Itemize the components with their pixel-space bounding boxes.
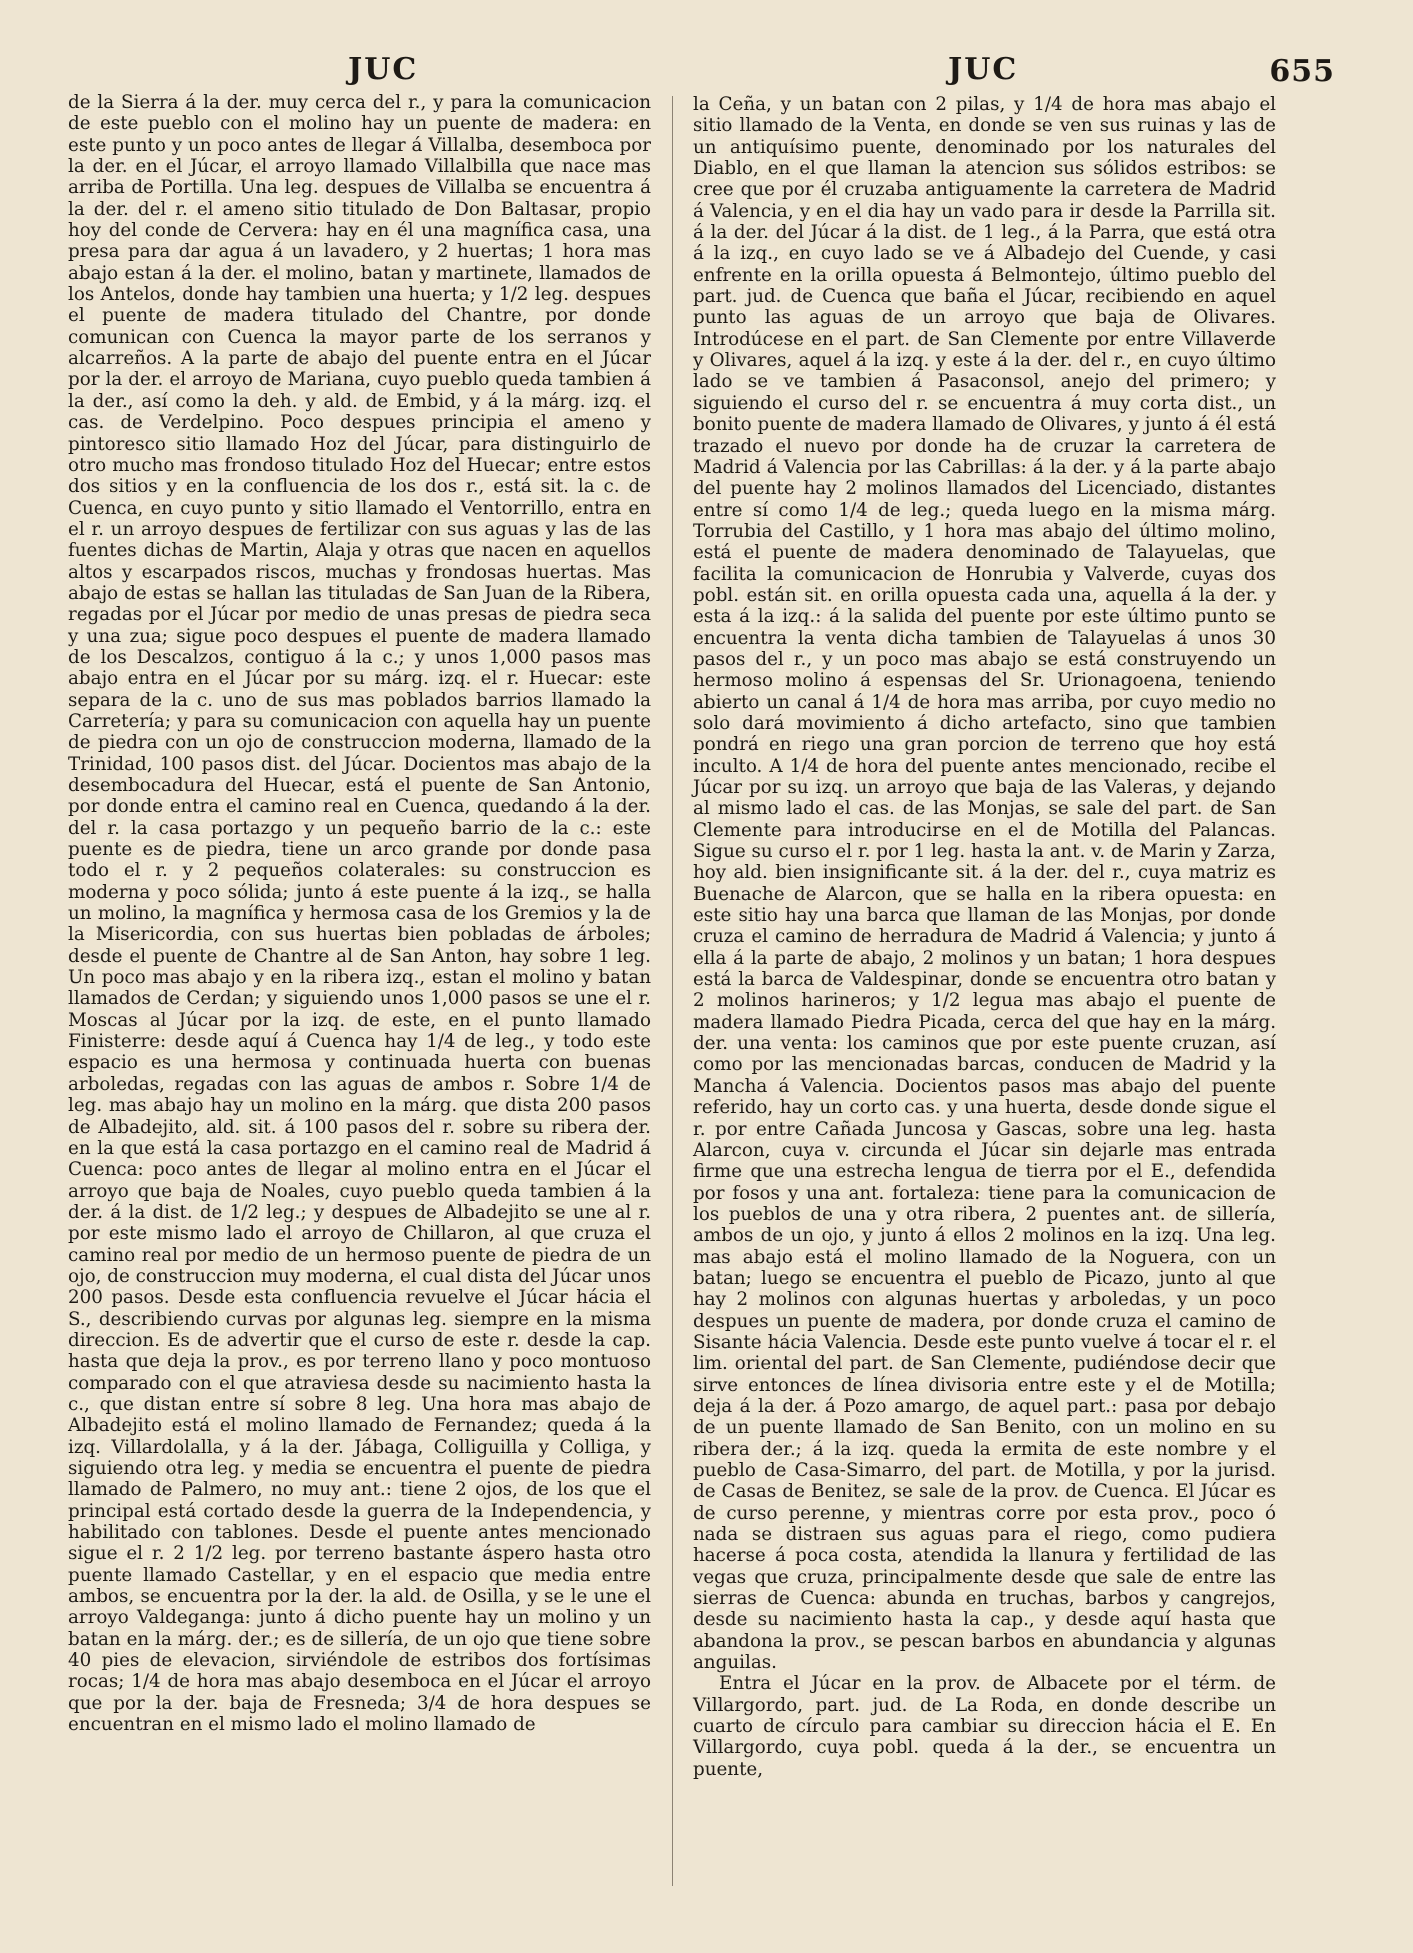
- page-number: 655: [1269, 54, 1335, 89]
- right-paragraph-1: la Ceña, y un batan con 2 pilas, y 1/4 de hora mas abajo el sitio llamado de la Venta, en donde se ven sus ruinas y las de un antiquísimo puente, denominado por los naturales del Diablo, en el que llaman la atencion sus sólidos estribos: se cree que por él cruzaba antiguamente la carretera de Madrid á Valencia, y en el dia hay un vado para ir desde la Parrilla sit. á la der. del Júcar á la dist. de 1 leg., á la Parra, que está otra á la izq., en cuyo lado se ve á Albadejo del Cuende, y casi enfrente en la orilla opuesta á Belmontejo, último pueblo del part. jud. de Cuenca que baña el Júcar, recibiendo en aquel punto las aguas de un arroyo que baja de Olivares. Introdúcese en el part. de San Clemente por entre Villaverde y Olivares, aquel á la izq. y este á la der. del r., en cuyo último lado se ve tambien á Pasaconsol, anejo del primero; y siguiendo el curso del r. se encuentra á muy corta dist., un bonito puente de madera llamado de Olivares, y junto á él está trazado el nuevo por donde ha de cruzar la carretera de Madrid á Valencia por las Cabrillas: á la der. y á la parte abajo del puente hay 2 molinos llamados del Licenciado, distantes entre sí como 1/4 de leg.; queda luego en la misma márg. Torrubia del Castillo, y 1 hora mas abajo del último molino, está el puente de madera denominado de Talayuelas, que facilita la comunicacion de Honrubia y Valverde, cuyas dos pobl. están sit. en orilla opuesta cada una, aquella á la der. y esta á la izq.: á la salida del puente por este último punto se encuentra la venta dicha tambien de Talayuelas á unos 30 pasos del r., y un poco mas abajo se está construyendo un hermoso molino á espensas del Sr. Urionagoena, teniendo abierto un canal á 1/4 de hora mas arriba, por cuyo medio no solo dará movimiento á dicho artefacto, sino que tambien pondrá en riego una gran porcion de terreno que hoy está inculto. A 1/4 de hora del puente antes mencionado, recibe el Júcar por su izq. un arroyo que baja de las Valeras, y dejando al mismo lado el cas. de las Monjas, se sale del part. de San Clemente para introducirse en el de Motilla del Palancas. Sigue su curso el r. por 1 leg. hasta la ant. v. de Marin y Zarza, hoy ald. bien insignificante sit. á la der. del r., cuya matriz es Buenache de Alarcon, que se halla en la ribera opuesta: en este sitio hay una barca que llaman de las Monjas, por donde cruza el camino de herradura de Madrid á Valencia; y junto á ella á la parte de abajo, 2 molinos y un batan; 1 hora despues está la barca de Valdespinar, donde se encuentra otro batan y 2 molinos harineros; y 1/2 legua mas abajo el puente de madera llamado Piedra Picada, cerca del que hay en la márg. der. una venta: los caminos que por este puente cruzan, así como por las mencionadas barcas, conducen de Madrid y la Mancha á Valencia. Docientos pasos mas abajo del puente referido, hay un corto cas. y una huerta, desde donde sigue el r. por entre Cañada Juncosa y Gascas, sobre una leg. hasta Alarcon, cuya v. circunda el Júcar sin dejarle mas entrada firme que una estrecha lengua de tierra por el E., defendida por fosos y una ant. fortaleza: tiene para la comunicacion de los pueblos de una y otra ribera, 2 puentes ant. de sillería, ambos de un ojo, y junto á ellos 2 molinos en la izq. Una leg. mas abajo está el molino llamado de la Noguera, con un batan; luego se encuentra el pueblo de Picazo, junto al que hay 2 molinos con algunas huertas y arboledas, y un poco despues un puente de madera, por donde cruza el camino de Sisante hácia Valencia. Desde este punto vuelve á tocar el r. el lim. oriental del part. de San Clemente, pudiéndose decir que sirve entonces de línea divisoria entre este y el de Motilla; deja á la der. á Pozo amargo, de aquel part.: pasa por debajo de un puente llamado de San Benito, con un molino en su ribera der.; á la izq. queda la ermita de este nombre y el pueblo de Casa-Simarro, del part. de Motilla, y por la jurisd. de Casas de Benitez, se sale de la prov. de Cuenca. El Júcar es de curso perenne, y mientras corre por esta prov., poco ó nada se distraen sus aguas para el riego, como pudiera hacerse á poca costa, atendida la llanura y fertilidad de las vegas que cruza, principalmente desde que sale de entre las sierras de Cuenca: abunda en truchas, barbos y cangrejos, desde su nacimiento hasta la cap., y desde aquí hasta que abandona la prov., se pescan barbos en abundancia y algunas anguilas.: [693, 94, 1276, 1674]
- right-paragraph-2: Entra el Júcar en la prov. de Albacete por el térm. de Villargordo, part. jud. de La Roda, en donde describe un cuarto de círculo para cambiar su direccion hácia el E. En Villargordo, cuya pobl. queda á la der., se encuentra un puente,: [693, 1673, 1276, 1780]
- column-divider: [672, 96, 673, 1886]
- running-header-right: JUC: [948, 52, 1019, 87]
- right-column: [693, 94, 1276, 1780]
- left-column: [68, 92, 651, 1735]
- left-paragraph-1: de la Sierra á la der. muy cerca del r., y para la comunicacion de este pueblo con el molino hay un puente de madera: en este punto y un poco antes de llegar á Villalba, desemboca por la der. en el Júcar, el arroyo llamado Villalbilla que nace mas arriba de Portilla. Una leg. despues de Villalba se encuentra á la der. del r. el ameno sitio titulado de Don Baltasar, propio hoy del conde de Cervera: hay en él una magnífica casa, una presa para dar agua á un lavadero, y 2 huertas; 1 hora mas abajo estan á la der. el molino, batan y martinete, llamados de los Antelos, donde hay tambien una huerta; y 1/2 leg. despues el puente de madera titulado del Chantre, por donde comunican con Cuenca la mayor parte de los serranos y alcarreños. A la parte de abajo del puente entra en el Júcar por la der. el arroyo de Mariana, cuyo pueblo queda tambien á la der., así como la deh. y ald. de Embid, y á la márg. izq. el cas. de Verdelpino. Poco despues principia el ameno y pintoresco sitio llamado Hoz del Júcar, para distinguirlo de otro mucho mas frondoso titulado Hoz del Huecar; entre estos dos sitios y en la confluencia de los dos r., está sit. la c. de Cuenca, en cuyo punto y sitio llamado el Ventorrillo, entra en el r. un arroyo despues de fertilizar con sus aguas y las de las fuentes dichas de Martin, Alaja y otras que nacen en aquellos altos y escarpados riscos, muchas y frondosas huertas. Mas abajo de estas se hallan las tituladas de San Juan de la Ribera, regadas por el Júcar por medio de unas presas de piedra seca y una zua; sigue poco despues el puente de madera llamado de los Descalzos, contiguo á la c.; y unos 1,000 pasos mas abajo entra en el Júcar por su márg. izq. el r. Huecar: este separa de la c. uno de sus mas poblados barrios llamado la Carretería; y para su comunicacion con aquella hay un puente de piedra con un ojo de construccion moderna, llamado de la Trinidad, 100 pasos dist. del Júcar. Docientos mas abajo de la desembocadura del Huecar, está el puente de San Antonio, por donde entra el camino real en Cuenca, quedando á la der. del r. la casa portazgo y un pequeño barrio de la c.: este puente es de piedra, tiene un arco grande por donde pasa todo el r. y 2 pequeños colaterales: su construccion es moderna y poco sólida; junto á este puente á la izq., se halla un molino, la magnífica y hermosa casa de los Gremios y la de la Misericordia, con sus huertas bien pobladas de árboles; desde el puente de Chantre al de San Anton, hay sobre 1 leg. Un poco mas abajo y en la ribera izq., estan el molino y batan llamados de Cerdan; y siguiendo unos 1,000 pasos se une el r. Moscas al Júcar por la izq. de este, en el punto llamado Finisterre: desde aquí á Cuenca hay 1/4 de leg., y todo este espacio es una hermosa y continuada huerta con buenas arboledas, regadas con las aguas de ambos r. Sobre 1/4 de leg. mas abajo hay un molino en la márg. que dista 200 pasos de Albadejito, ald. sit. á 100 pasos del r. sobre su ribera der. en la que está la casa portazgo en el camino real de Madrid á Cuenca: poco antes de llegar al molino entra en el Júcar el arroyo que baja de Noales, cuyo pueblo queda tambien á la der. á la dist. de 1/2 leg.; y despues de Albadejito se une al r. por este mismo lado el arroyo de Chillaron, al que cruza el camino real por medio de un hermoso puente de piedra de un ojo, de construccion muy moderna, el cual dista del Júcar unos 200 pasos. Desde esta confluencia revuelve el Júcar hácia el S., describiendo curvas por algunas leg. siempre en la misma direccion. Es de advertir que el curso de este r. desde la cap. hasta que deja la prov., es por terreno llano y poco montuoso comparado con el que atraviesa desde su nacimiento hasta la c., que distan entre sí sobre 8 leg. Una hora mas abajo de Albadejito está el molino llamado de Fernandez; queda á la izq. Villardolalla, y á la der. Jábaga, Colliguilla y Colliga, y siguiendo otra leg. y media se encuentra el puente de piedra llamado de Palmero, no muy ant.: tiene 2 ojos, de los que el principal está cortado desde la guerra de la Independencia, y habilitado con tablones. Desde el puente antes mencionado sigue el r. 2 1/2 leg. por terreno bastante áspero hasta otro puente llamado Castellar, y en el espacio que media entre ambos, se encuentra por la der. la ald. de Osilla, y se le une el arroyo Valdeganga: junto á dicho puente hay un molino y un batan en la márg. der.; es de sillería, de un ojo que tiene sobre 40 pies de elevacion, sirviéndole de estribos dos fortísimas rocas; 1/4 de hora mas abajo desemboca en el Júcar el arroyo que por la der. baja de Fresneda; 3/4 de hora despues se encuentran en el mismo lado el molino llamado de: [68, 92, 651, 1736]
- running-header-left: JUC: [348, 52, 419, 87]
